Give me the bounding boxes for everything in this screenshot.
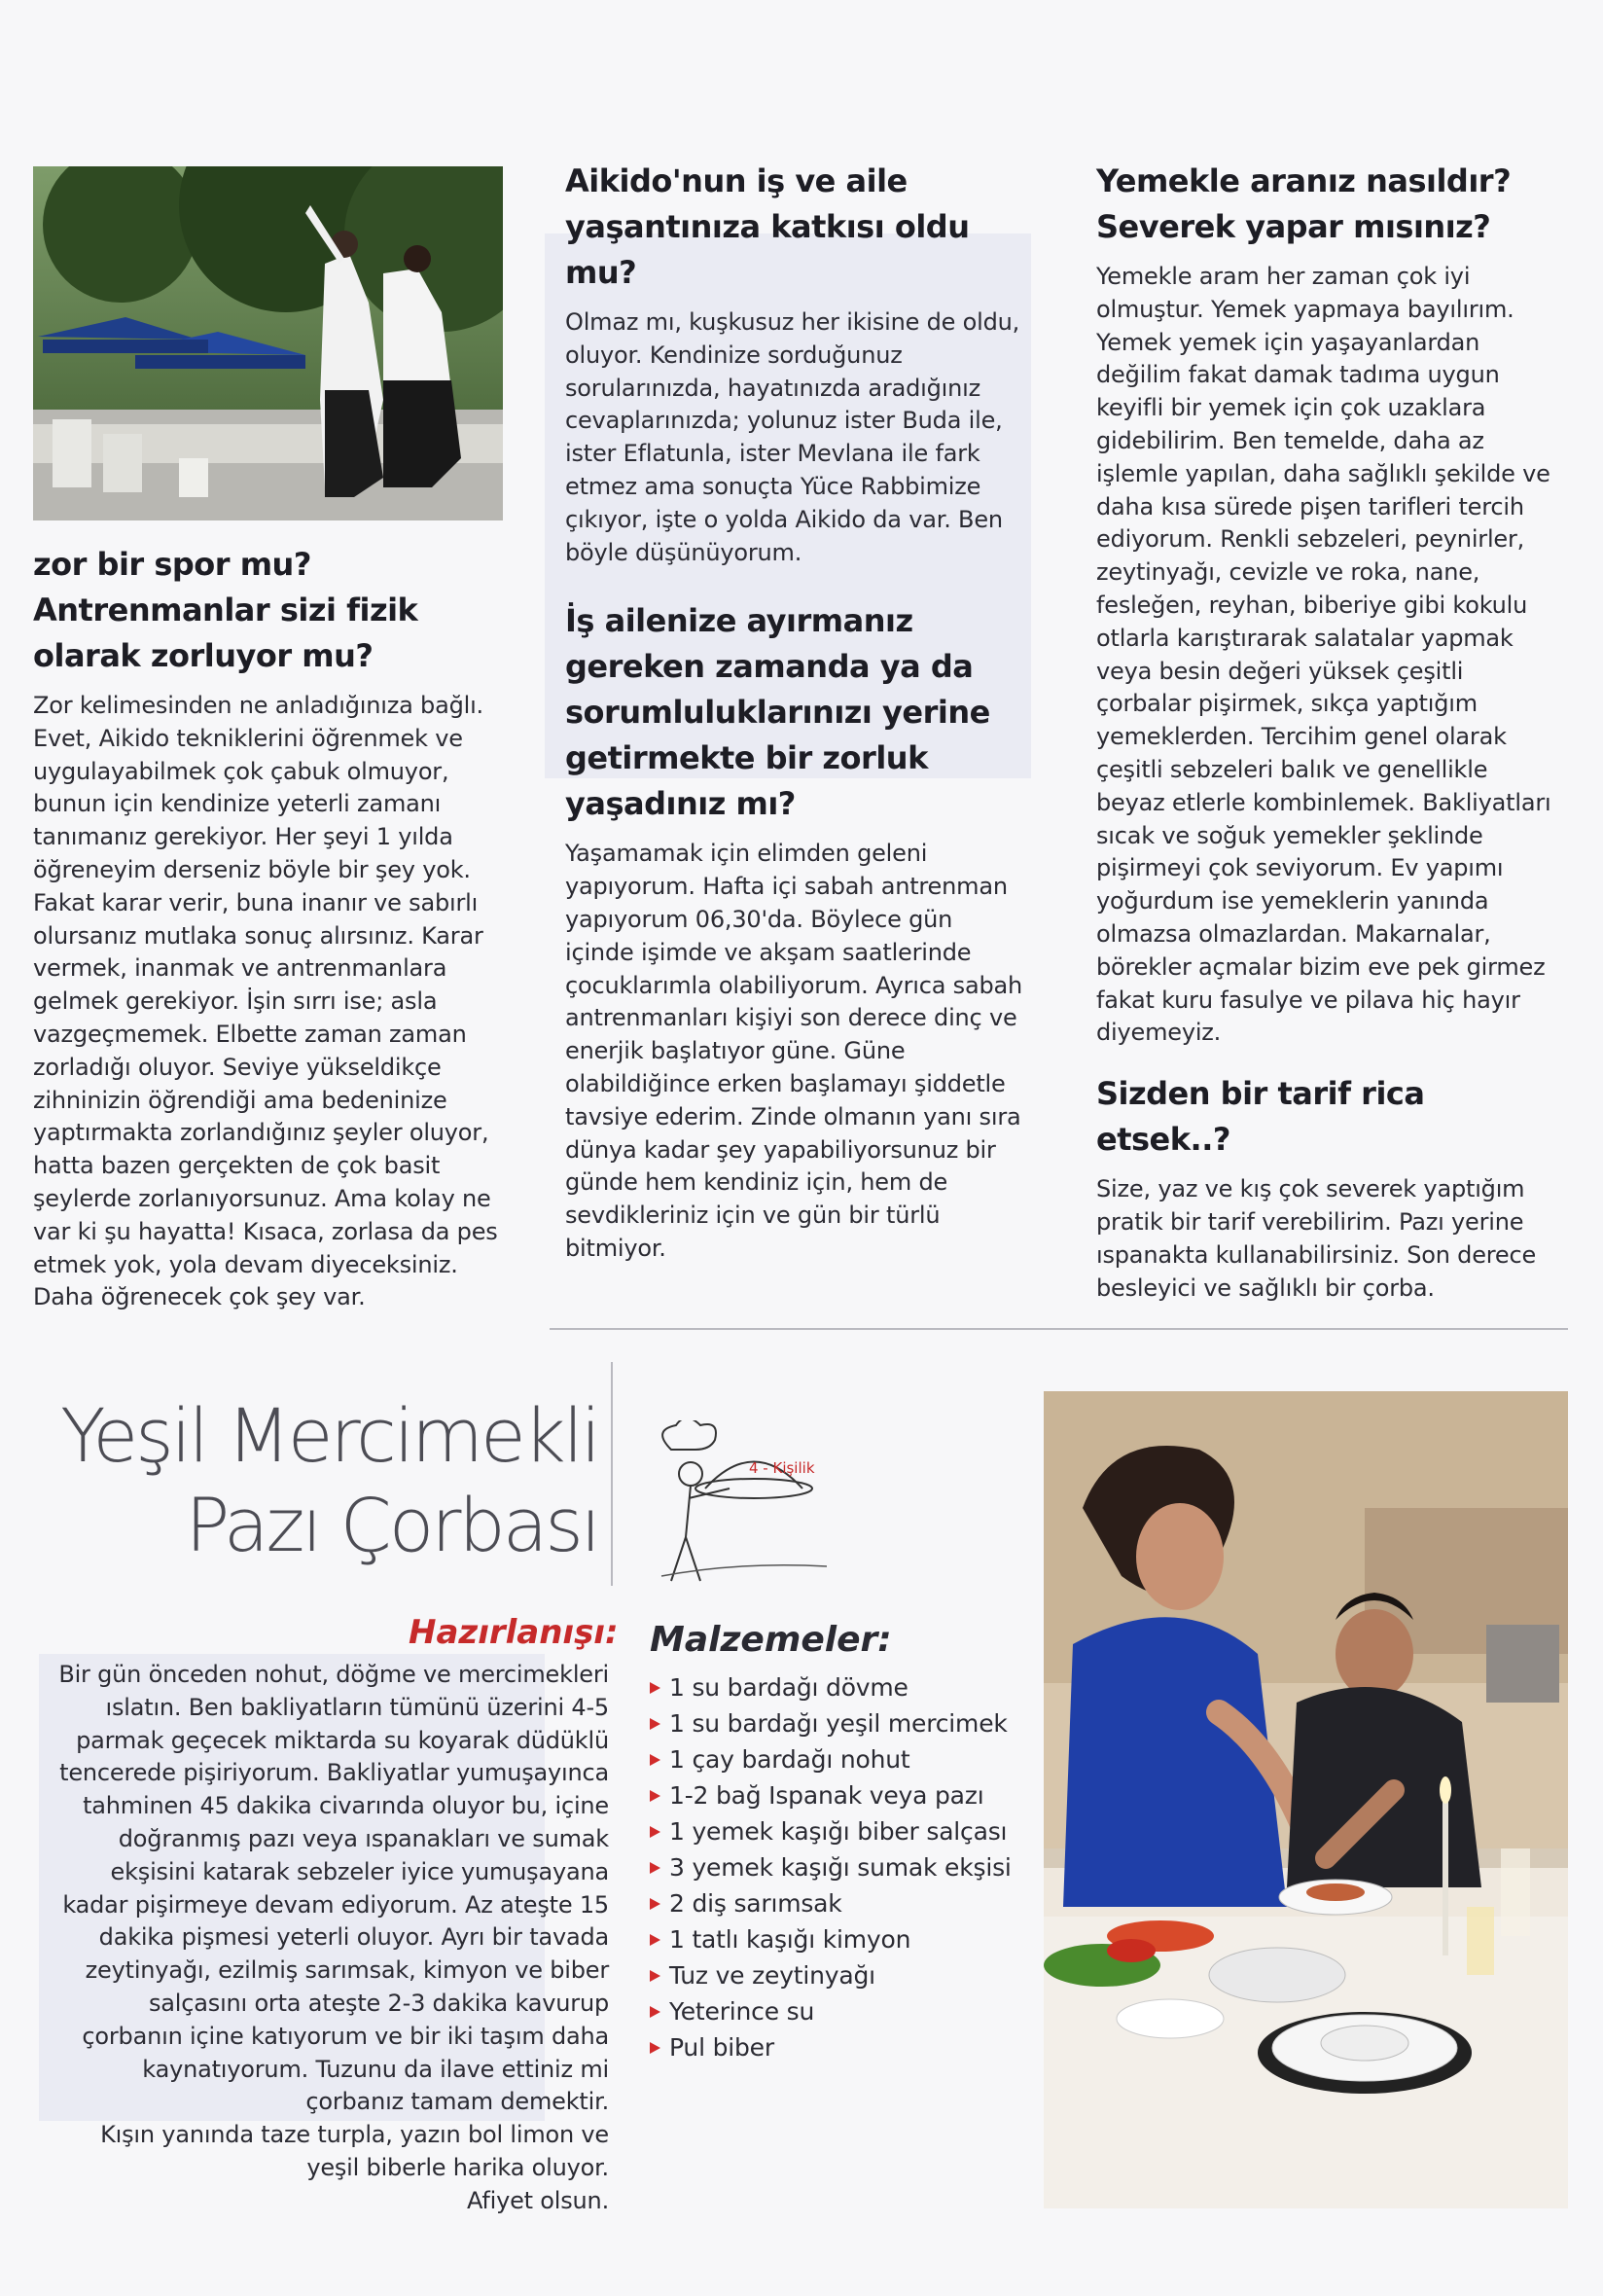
- family-time-question: İş ailenize ayırmanız gereken zamanda ya da sorumluluklarınızı yerine getirmekte bir zorluk yaşadınız mı?: [565, 602, 990, 823]
- column-1: [33, 542, 510, 1314]
- aikido-impact-question: Aikido'nun iş ve aile yaşantınıza katkısı oldu mu?: [565, 162, 970, 291]
- servings-label: 4 - Kişilik: [749, 1459, 815, 1477]
- ingredient-item: 1 çay bardağı nohut: [650, 1741, 1039, 1777]
- family-time-answer: Yaşamamak için elimden geleni yapıyorum. Hafta içi sabah antrenman yapıyorum 06,30'da. Böylece gün içinde işimde ve akşam saatlerinde çocuklarımla olabiliyorum. Ayrıca sabah antrenmanları kişiyi son derece dinç ve enerjik başlatıyor güne. Güne olabildiğince erken başlamayı şiddetle tavsiye ederim. Zinde olmanın yanı sıra dünya kadar şey yapabiliyorsunuz bir günde hem kendiniz için, hem de sevdikleriniz için ve gün bir türlü bitmiyor.: [565, 840, 1022, 1262]
- recipe-title-line-1: Yeşil Mercimekli: [60, 1392, 598, 1479]
- ingredient-item: Pul biber: [650, 2029, 1039, 2065]
- serving-suggestion: Kışın yanında taze turpla, yazın bol limon ve yeşil biberle harika oluyor.: [100, 2121, 609, 2181]
- column-3: [1096, 159, 1561, 1305]
- preparation-paragraph: Bir gün önceden nohut, döğme ve mercimekleri ıslatın. Ben bakliyatların tümünü üzerini 4-5 parmak geçecek miktarda su koyarak düdüklü tencerede pişiriyorum. Bakliyatlar yumuşayınca tahminen 45 dakika civarında oluyor bu, içine doğranmış pazı veya ıspanakları ve sumak ekşisini katarak sebzeler iyice yumuşayana kadar pişirmeye devam ediyorum. Az ateşte 15 dakika pişmesi yeterli oluyor. Ayrı bir tavada zeytinyağı, ezilmiş sarımsak, kimyon ve biber salçasını orta ateşte 2-3 dakika kavurup çorbanın içine katıyorum ve bir iki taşım daha kaynatıyorum. Tuzunu da ilave ettiniz mi çorbanız tamam demektir.: [58, 1661, 609, 2116]
- ingredients-heading: Malzemeler:: [650, 1620, 892, 1660]
- preparation-text: [43, 1659, 609, 2218]
- preparation-heading: Hazırlanışı:: [409, 1613, 619, 1652]
- recipe-title: [58, 1391, 598, 1570]
- aikido-demo-photo: [33, 166, 503, 520]
- ingredient-item: 1 yemek kaşığı biber salçası: [650, 1813, 1039, 1849]
- section-divider: [550, 1328, 1568, 1330]
- dinner-table-photo: [1044, 1391, 1568, 2208]
- chef-servings-illustration: [632, 1420, 827, 1586]
- aikido-impact-answer: Olmaz mı, kuşkusuz her ikisine de oldu, oluyor. Kendinize sorduğunuz sorularınızda, hayatınızda aradığınız cevaplarınızda; yolunuz ister Buda ile, ister Eflatunla, ister Mevlana ile fark etmez ama sonuçta Yüce Rabbimize çıkıyor, işte o yolda Aikido da var. Ben böyle düşünüyorum.: [565, 308, 1020, 566]
- closing-line: Afiyet olsun.: [467, 2186, 609, 2214]
- recipe-request-question: Sizden bir tarif rica etsek..?: [1096, 1075, 1425, 1159]
- ingredient-item: 3 yemek kaşığı sumak ekşisi: [650, 1849, 1039, 1885]
- vertical-divider: [611, 1362, 613, 1586]
- ingredient-item: 1 su bardağı yeşil mercimek: [650, 1705, 1039, 1741]
- ingredient-item: 1-2 bağ Ispanak veya pazı: [650, 1777, 1039, 1813]
- cooking-question: Yemekle aranız nasıldır? Severek yapar mısınız?: [1096, 162, 1512, 245]
- recipe-title-line-2: Pazı Çorbası: [185, 1482, 598, 1568]
- cooking-answer: Yemekle aram her zaman çok iyi olmuştur. Yemek yapmaya bayılırım. Yemek yemek için yaşayanlardan değilim fakat damak tadıma uygun keyifli bir yemek için çok uzaklara gidebilirim. Ben temelde, daha az işlemle yapılan, daha sağlıklı şekilde ve daha kısa sürede pişen tarifleri tercih ediyorum. Renkli sebzeleri, peynirler, zeytinyağı, cevizle ve roka, nane, fesleğen, reyhan, biberiye gibi kokulu otlarla karıştırarak salatalar yapmak veya besin değeri yüksek çeşitli çorbalar pişirmek, sıkça yaptığım yemeklerden. Tercihim genel olarak çeşitli sebzeleri balık ve genellikle beyaz etlerle kombinlemek. Bakliyatları sıcak ve soğuk yemekler şeklinde pişirmeyi çok seviyorum. Ev yapımı yoğurdum ise yemeklerin yanında olmazsa olmazlardan. Makarnalar, börekler açmalar bizim eve pek girmez fakat kuru fasulye ve pilava hiç hayır diyemeyiz.: [1096, 263, 1551, 1047]
- column-1-answer: Zor kelimesinden ne anladığınıza bağlı. Evet, Aikido tekniklerini öğrenmek ve uygulayabilmek çok çabuk olmuyor, bunun için kendinize yeterli zamanı tanımanız gerekiyor. Her şeyi 1 yılda öğreneyim derseniz böyle bir şey yok. Fakat karar verir, buna inanır ve sabırlı olursanız mutlaka sonuç alırsınız. Karar vermek, inanmak ve antrenmanlara gelmek gerekiyor. İşin sırrı ise; asla vazgeçmemek. Elbette zaman zaman zorladığı oluyor. Seviye yükseldikçe zihninizin öğrendiği ama bedeninize yaptırmakta zorlandığınız şeyler oluyor, hatta bazen gerçekten de çok basit şeylerde zorlanıyorsunuz. Ama kolay ne var ki şu hayatta! Kısaca, zorlasa da pes etmek yok, yola devam diyeceksiniz. Daha öğrenecek çok şey var.: [33, 692, 498, 1311]
- column-1-question: zor bir spor mu? Antrenmanlar sizi fizik olarak zorluyor mu?: [33, 546, 418, 674]
- ingredient-item: 1 tatlı kaşığı kimyon: [650, 1921, 1039, 1957]
- column-2: [565, 159, 1027, 1266]
- ingredient-item: Tuz ve zeytinyağı: [650, 1957, 1039, 1993]
- ingredient-item: 2 diş sarımsak: [650, 1885, 1039, 1921]
- ingredient-item: Yeterince su: [650, 1993, 1039, 2029]
- ingredient-item: 1 su bardağı dövme: [650, 1669, 1039, 1705]
- recipe-request-answer: Size, yaz ve kış çok severek yaptığım pratik bir tarif verebilirim. Pazı yerine ıspanakta kullanabilirsiniz. Son derece besleyici ve sağlıklı bir çorba.: [1096, 1175, 1537, 1302]
- ingredients-list: [650, 1669, 1039, 2065]
